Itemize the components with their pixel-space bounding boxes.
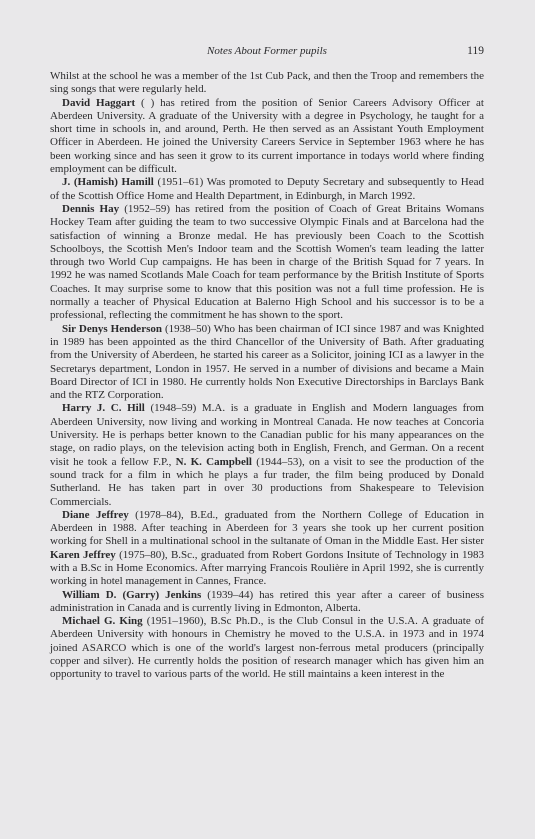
entry-text: (1978–84), B.Ed., graduated from the Northern College of Education in Aberdeen in 1988. After teaching in Aberdeen for 3 years she took up her current position working for Shell in a multinational school in the sultanate of Oman in the Middle East. Her sister <box>50 508 485 548</box>
entry-jeffrey <box>50 509 484 589</box>
entry-henderson <box>50 323 484 403</box>
pupil-name: Dennis Hay <box>62 202 120 215</box>
entry-text: (1938–50) Who has been chairman of ICI since 1987 and was Knighted in 1989 has been appointed as the third Chancellor of the University of Bath. After graduating from the University of Aberdeen, he started his career as a Solicitor, joining ICI as a lawyer in the Secretarys department, London in 1957. He served in a number of divisions and became a Main Board Director of ICI in 1980. He currently holds Non Executive Directorships in Barclays Bank and the RTZ Corporation. <box>50 322 485 402</box>
entry-text: (1948–59) M.A. is a graduate in English and Modern languages from Aberdeen University, now living and working in Montreal Canada. He now teaches at Concoria University. He is perhaps better known to the Canadian public for his many appearances on the stage, on radio plays, on the television acting both in English, French, and German. On a recent visit he took a fellow F.P., <box>50 402 484 468</box>
entry-text: (1951–61) Was promoted to Deputy Secretary and subsequently to Head of the Scottish Office Home and Health Department, in Edinburgh, in March 1992. <box>50 176 484 202</box>
entry-haggart <box>50 97 484 177</box>
entry-text: (1952–59) has retired from the position of Coach of Great Britains Womans Hockey Team after guiding the team to two successive Olympic Finals and at Barcelona had the satisfaction of winning a Bronze medal. He has previously been Coach to the Scottish Schoolboys, the Scottish Men's Indoor team and the Scottish Women's team leading the latter through two World Cup campaigns. He has been in charge of the British Squad for 7 years. In 1992 he was named Scotlands Male Coach for team performance by the British Institute of Sports Coaches. It may surprise some to know that this position was not a full time profession. He is normally a teacher of Physical Education at Balerno High School and his successor is to be a professional, reflecting the commitment he has shown to the sport. <box>50 202 484 322</box>
entry-hay <box>50 203 484 323</box>
pupil-name: Michael G. King <box>62 615 143 628</box>
entry-text-continued: (1944–53), on a visit to see the production of the sound track for a film in which he plays a fur trader, the film being produced by Donald Sutherland. He has taken part in over 30 productions from Shakespeare to Television Commercials. <box>50 455 484 508</box>
pupil-name: Harry J. C. Hill <box>62 402 145 415</box>
entry-hamill <box>50 176 484 203</box>
pupil-name-secondary: Karen Jeffrey <box>50 548 116 561</box>
page-number: 119 <box>467 45 484 57</box>
entry-text-continued: (1975–80), B.Sc., graduated from Robert Gordons Insitute of Technology in 1983 with a B.Sc in Home Economics. After marrying Francois Roulière in April 1992, she is currently working in hotel management in Cannes, France. <box>50 548 485 588</box>
pupil-name: William D. (Garry) Jenkins <box>62 588 202 601</box>
entry-text: ( ) has retired from the position of Senior Careers Advisory Officer at Aberdeen University. A graduate of the University with a degree in Psychology, he taught for a short time in schools in, and around, Perth. He then served as an Assistant Youth Employment Officer in Aberdeen. He joined the University Careers Service in September 1963 where he has been working since and has seen it grow to its current importance in todays world where finding employment can be difficult. <box>50 96 484 176</box>
paragraph-text: Whilst at the school he was a member of the 1st Cub Pack, and then the Troop and remembers the sing songs that were regularly held. <box>50 70 484 96</box>
pupil-name: Diane Jeffrey <box>62 508 129 521</box>
running-title: Notes About Former pupils <box>207 45 327 57</box>
page-header <box>50 43 484 59</box>
entry-text: (1939–44) has retired this year after a career of business administration in Canada and is currently living in Edmonton, Alberta. <box>50 588 484 614</box>
pupil-name: Sir Denys Henderson <box>62 322 162 335</box>
entry-king <box>50 615 484 681</box>
entry-jenkins <box>50 589 484 616</box>
body-text <box>50 70 484 682</box>
pupil-name: J. (Hamish) Hamill <box>62 176 154 189</box>
entry-text: (1951–1960), B.Sc Ph.D., is the Club Consul in the U.S.A. A graduate of Aberdeen University with honours in Chemistry he moved to the U.S.A. in 1973 and in 1974 joined ASARCO which is one of the world's largest non-ferrous metal producers (principally copper and silver). He currently holds the position of research manager which has given him an opportunity to travel to various parts of the world. He still maintains a keen interest in the <box>50 615 484 681</box>
paragraph-continuation <box>50 70 484 97</box>
pupil-name: David Haggart <box>62 96 136 109</box>
pupil-name-secondary: N. K. Campbell <box>175 455 252 468</box>
entry-hill <box>50 402 484 508</box>
